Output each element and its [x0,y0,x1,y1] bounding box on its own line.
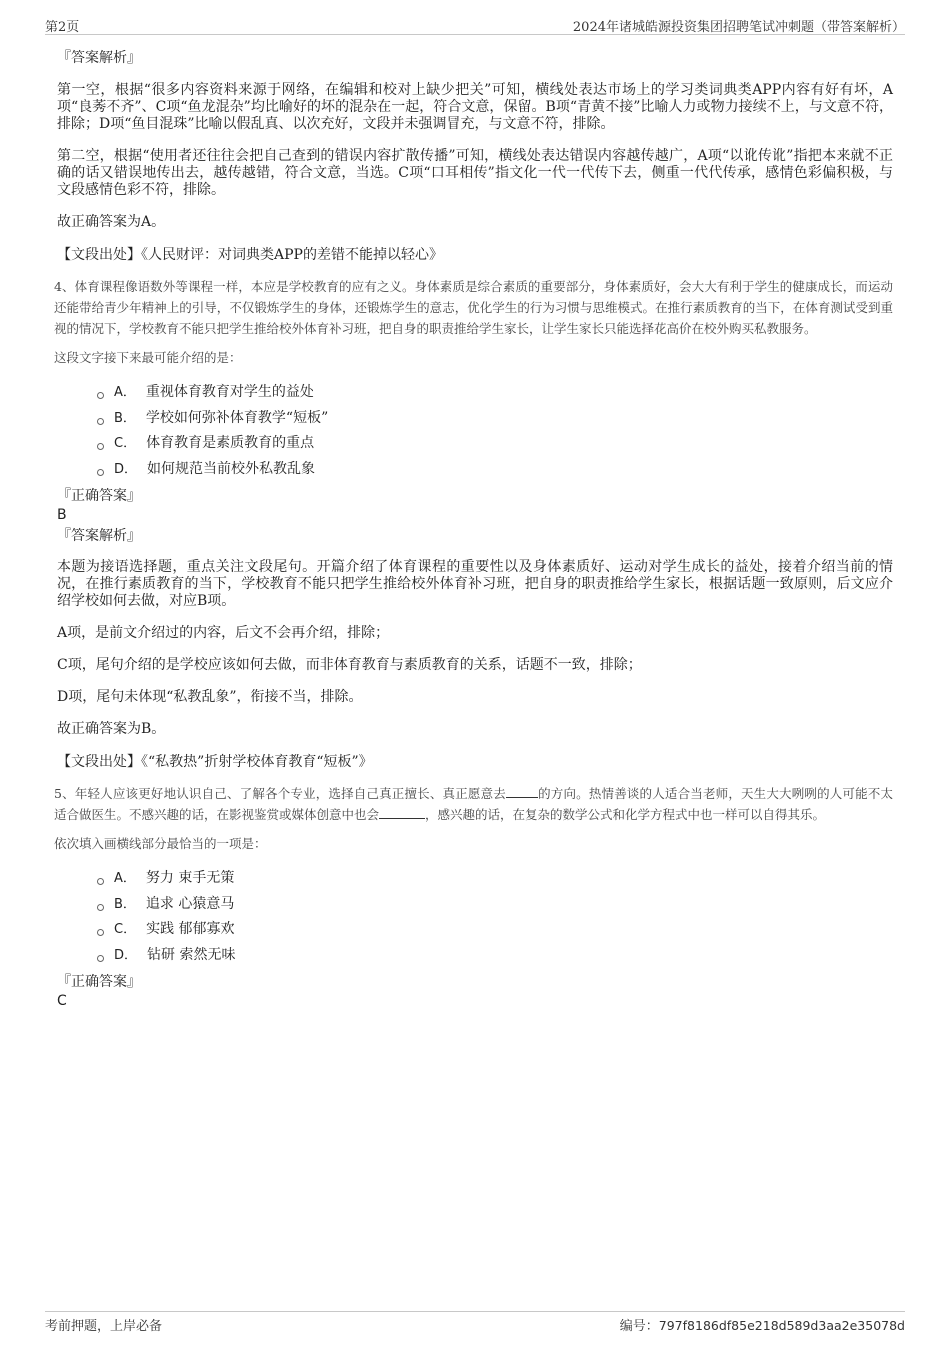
radio-icon[interactable] [97,929,104,936]
option-b[interactable] [97,406,893,432]
stem-text: 的方向。热情善谈的人适合当老师，天生大大咧咧的人可能不太适合做医生。不感兴趣的话，在影视鉴赏或媒体创意中也会 [54,786,893,822]
document-title: 2024年诸城皓源投资集团招聘笔试冲刺题（带答案解析） [572,20,905,35]
radio-icon[interactable] [97,955,104,962]
option-text: 学校如何弥补体育教学“短板” [145,409,329,426]
fill-blank [506,785,538,798]
option-text: 追求 心猿意马 [145,895,235,912]
option-d[interactable] [97,457,893,483]
question-5-stem [54,783,893,825]
analysis-paragraph-2: A项，是前文介绍过的内容，后文不会再介绍，排除； [57,625,390,641]
analysis-conclusion: 故正确答案为A。 [57,214,166,230]
option-text: 体育教育是素质教育的重点 [146,435,315,451]
correct-answer-heading: 『正确答案』 [57,974,141,990]
page-header [45,14,905,35]
document-code [620,1315,905,1334]
question-4-options [57,380,893,482]
analysis-heading: 『答案解析』 [57,50,141,66]
analysis-paragraph-1: 第一空，根据“很多内容资料来源于网络，在编辑和校对上缺少把关”可知，横线处表达市场上的学习类词典类APP内容有好有坏，A项“良莠不齐”、C项“鱼龙混杂”均比喻好的坏的混杂在一起，符合文意，保留。B项“青黄不接”比喻人力或物力接续不上，与文意不符，排除；D项“鱼目混珠”比喻以假乱真、以次充好，文段并未强调冒充，与文意不符，排除。 [57,82,893,132]
question-4-stem: 4、体育课程像语数外等课程一样，本应是学校教育的应有之义。身体素质是综合素质的重要部分，身体素质好，会大大有利于学生的健康成长，而运动还能带给青少年精神上的引导，不仅锻炼学生的身体，还锻炼学生的意志，优化学生的行为习惯与思维模式。在推行素质教育的当下，在体育测试受到重视的情况下，学校教育不能只把学生推给校外体育补习班，把自身的职责推给学生家长，让学生家长只能选择花高价在校外购买私教服务。 [54,279,893,336]
option-letter: C． [114,922,137,937]
correct-answer-heading: 『正确答案』 [57,488,141,504]
analysis-paragraph-1: 本题为接语选择题，重点关注文段尾句。开篇介绍了体育课程的重要性以及身体素质好、运动对学生成长的益处，接着介绍当前的情况，在推行素质教育的当下，学校教育不能只把学生推给校外体育补习班，把自身的职责推给学生家长，根据话题一致原则，后文应介绍学校如何去做，对应B项。 [57,559,893,609]
option-a[interactable] [97,866,893,892]
option-letter: B． [114,410,136,426]
option-a[interactable] [97,380,893,406]
page-number: 第2页 [45,20,80,35]
option-d[interactable] [97,943,893,969]
footer-slogan: 考前押题，上岸必备 [45,1319,163,1334]
option-letter: C． [114,436,137,451]
option-letter: B． [114,896,136,912]
analysis-heading: 『答案解析』 [57,528,141,544]
analysis-paragraph-2: 第二空，根据“使用者还往往会把自己查到的错误内容扩散传播”可知，横线处表达错误内容越传越广，A项“以讹传讹”指把本来就不正确的话又错误地传出去，越传越错，符合文意，当选。C项“口耳相传”指文化一代一代传下去，侧重一代代传承，感情色彩偏积极，与文段感情色彩不符，排除。 [57,148,893,198]
page-content [54,48,893,1010]
radio-icon[interactable] [97,443,104,450]
question-4-prompt: 这段文字接下来最可能介绍的是： [54,350,242,365]
passage-source: 【文段出处】《“私教热”折射学校体育教育“短板”》 [57,754,373,770]
analysis-conclusion: 故正确答案为B。 [57,721,166,737]
option-letter: A． [114,385,136,400]
code-label: 编号： [619,1319,659,1334]
radio-icon[interactable] [97,392,104,399]
question-5-prompt: 依次填入画横线部分最恰当的一项是： [54,836,267,851]
option-text: 实践 郁郁寡欢 [146,921,235,937]
passage-source: 【文段出处】《人民财评：对词典类APP的差错不能掉以轻心》 [57,247,443,263]
page-footer [45,1311,905,1332]
option-text: 努力 束手无策 [145,870,235,886]
stem-text: ，感兴趣的话，在复杂的数学公式和化学方程式中也一样可以自得其乐。 [425,807,826,822]
option-text: 如何规范当前校外私教乱象 [147,460,316,477]
option-text: 钻研 索然无味 [147,946,236,963]
fill-blank [379,806,425,819]
option-letter: D． [114,461,138,477]
option-b[interactable] [97,892,893,918]
option-c[interactable] [97,431,893,457]
option-c[interactable] [97,917,893,943]
radio-icon[interactable] [97,418,104,425]
correct-answer: C [57,993,67,1009]
analysis-paragraph-3: C项，尾句介绍的是学校应该如何去做，而非体育教育与素质教育的关系，话题不一致，排除； [57,657,642,673]
question-5-options [57,866,893,968]
radio-icon[interactable] [97,469,104,476]
radio-icon[interactable] [97,904,104,911]
option-letter: A． [114,871,136,886]
option-letter: D． [114,947,138,963]
correct-answer: B [57,507,67,523]
code-value: 797f8186df85e218d589d3aa2e35078d [658,1318,905,1333]
stem-text: 5、年轻人应该更好地认识自己、了解各个专业，选择自己真正擅长、真正愿意去 [54,786,506,801]
option-text: 重视体育教育对学生的益处 [145,384,314,400]
analysis-paragraph-4: D项，尾句未体现“私教乱象”，衔接不当，排除。 [57,689,363,705]
radio-icon[interactable] [97,878,104,885]
